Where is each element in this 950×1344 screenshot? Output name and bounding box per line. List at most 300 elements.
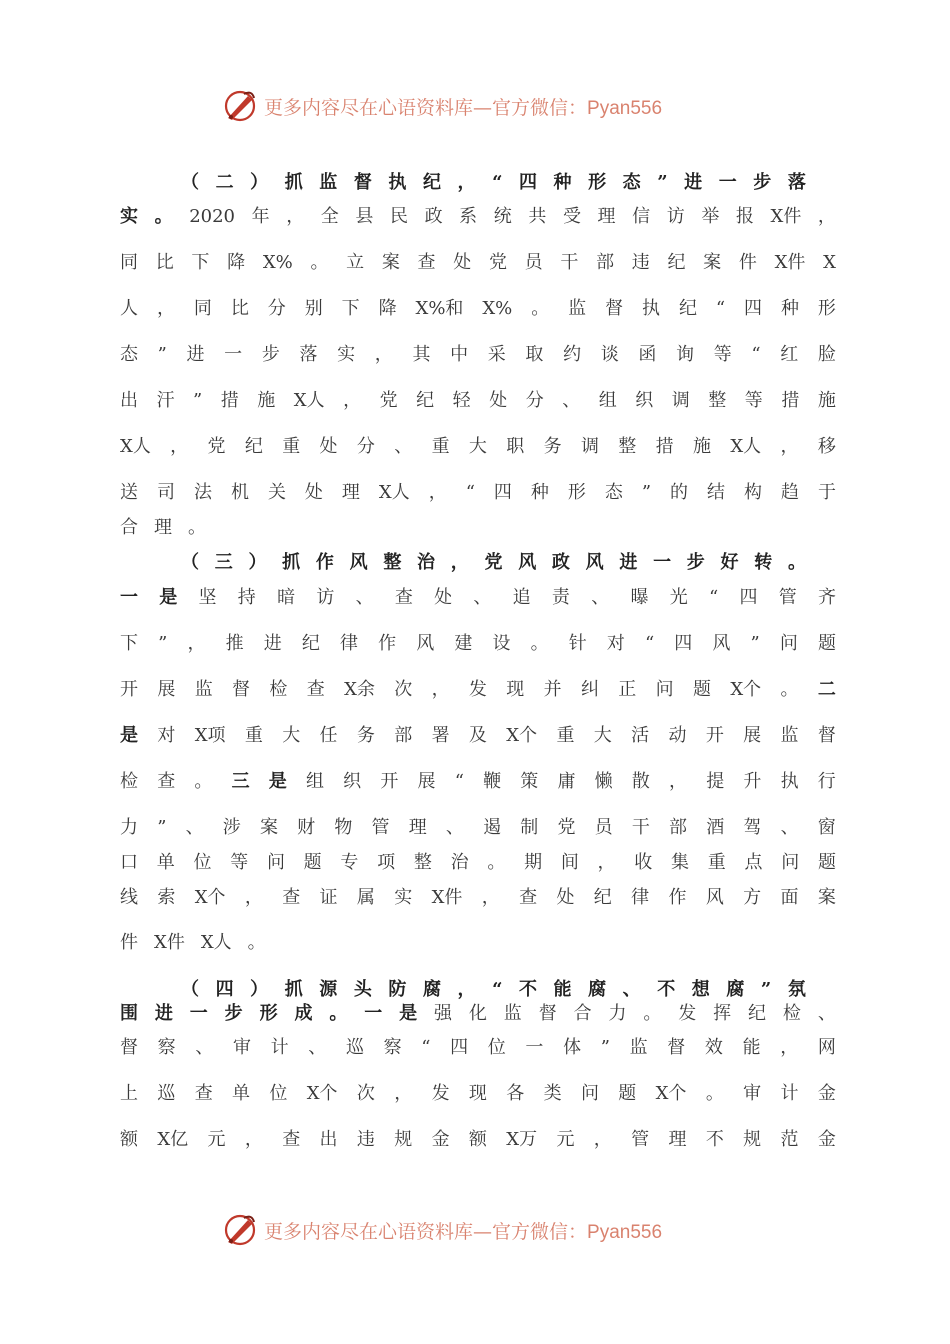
text-glyph: 开	[380, 771, 399, 792]
text-glyph: X%	[262, 252, 293, 273]
text-glyph: 是	[399, 1003, 418, 1024]
text-line	[120, 930, 282, 956]
text-glyph: 态	[622, 172, 641, 193]
text-line	[120, 850, 836, 876]
text-glyph: 违	[631, 252, 650, 273]
text-glyph: 报	[735, 206, 754, 227]
text-glyph: X件	[774, 252, 806, 273]
text-glyph: 等	[744, 390, 763, 411]
text-glyph: 检	[120, 771, 138, 792]
text-glyph: 织	[635, 390, 654, 411]
text-glyph: 查	[194, 1083, 213, 1104]
text-glyph: 党	[207, 436, 226, 457]
text-glyph: 件	[120, 932, 138, 953]
text-glyph: 整	[618, 436, 637, 457]
text-glyph: 执	[388, 172, 407, 193]
text-glyph: 酒	[706, 817, 725, 838]
text-glyph: 次	[356, 1083, 375, 1104]
text-glyph: 纪	[301, 633, 320, 654]
text-glyph: 职	[506, 436, 525, 457]
banner-text: 更多内容尽在心语资料库—官方微信：Pyan556	[264, 1220, 663, 1243]
text-glyph: 审	[232, 1037, 251, 1058]
text-glyph: 施	[692, 436, 711, 457]
text-glyph: 四	[518, 172, 537, 193]
text-glyph: 纪	[422, 172, 441, 193]
text-glyph: （	[181, 979, 199, 1000]
text-glyph: 强	[434, 1003, 453, 1024]
text-glyph: 机	[230, 482, 249, 503]
text-glyph: 查	[157, 771, 176, 792]
text-glyph: 取	[525, 344, 544, 365]
text-glyph: 物	[334, 817, 353, 838]
text-glyph: 查	[282, 1129, 301, 1150]
text-line	[120, 480, 836, 506]
pen-logo-icon	[222, 88, 258, 124]
text-glyph: 红	[780, 344, 799, 365]
text-glyph: 范	[780, 1129, 799, 1150]
text-glyph: 腐	[726, 979, 745, 1000]
text-glyph: 额	[468, 1129, 487, 1150]
text-glyph: 趋	[780, 482, 799, 503]
text-glyph: 同	[120, 252, 138, 273]
text-glyph: 移	[817, 436, 836, 457]
text-glyph: 方	[743, 887, 762, 908]
pen-logo-icon	[222, 1212, 258, 1248]
text-glyph: “	[751, 344, 761, 365]
text-glyph: 党	[379, 390, 398, 411]
text-glyph: 比	[230, 298, 249, 319]
text-glyph: 察	[383, 1037, 402, 1058]
text-glyph: 一	[224, 344, 243, 365]
text-glyph: 约	[563, 344, 582, 365]
text-glyph: 抓	[284, 979, 303, 1000]
text-line	[120, 677, 836, 703]
text-glyph: 一	[653, 552, 672, 573]
text-glyph: 持	[237, 587, 256, 608]
text-glyph: 实	[394, 887, 413, 908]
text-line	[120, 250, 836, 276]
text-glyph: 别	[304, 298, 323, 319]
text-glyph: 律	[631, 887, 650, 908]
text-glyph: 进	[186, 344, 205, 365]
text-glyph: 纪	[678, 298, 697, 319]
text-glyph: 统	[493, 206, 512, 227]
text-glyph: “	[644, 633, 655, 654]
text-glyph: X%和	[415, 298, 464, 319]
text-glyph: 腐	[422, 979, 441, 1000]
text-glyph: 责	[551, 587, 570, 608]
text-glyph: 金	[817, 1083, 836, 1104]
text-glyph: 动	[668, 725, 687, 746]
text-glyph: 是	[120, 725, 138, 746]
text-glyph: ，	[457, 979, 476, 1000]
text-glyph: 政	[551, 552, 570, 573]
text-glyph: X人	[120, 436, 151, 457]
text-glyph: 大	[468, 436, 487, 457]
text-glyph: 开	[705, 725, 724, 746]
text-line	[120, 1081, 836, 1107]
text-glyph: 展	[157, 679, 176, 700]
text-glyph: 全	[320, 206, 339, 227]
text-glyph: 对	[606, 633, 625, 654]
text-glyph: ，	[669, 771, 688, 792]
text-glyph: 整	[413, 852, 432, 873]
text-glyph: 、	[780, 817, 799, 838]
wechat-id: Pyan556	[587, 97, 663, 119]
text-glyph: 访	[666, 206, 685, 227]
text-glyph: 计	[780, 1083, 799, 1104]
text-glyph: X亿	[157, 1129, 189, 1150]
text-glyph: 位	[269, 1083, 288, 1104]
text-glyph: 监	[503, 1003, 522, 1024]
text-glyph: 现	[468, 1083, 487, 1104]
text-glyph: 暗	[277, 587, 296, 608]
text-glyph: 重	[707, 852, 726, 873]
text-glyph: 好	[720, 552, 739, 573]
text-glyph: 轻	[452, 390, 471, 411]
text-glyph: 规	[394, 1129, 413, 1150]
text-glyph: 措	[655, 436, 674, 457]
text-glyph: 类	[543, 1083, 562, 1104]
text-glyph: 任	[319, 725, 338, 746]
text-glyph: 下	[120, 633, 138, 654]
text-glyph: 施	[817, 390, 836, 411]
text-glyph: 。	[787, 552, 806, 573]
text-glyph: 网	[817, 1037, 836, 1058]
text-glyph: 进	[684, 172, 703, 193]
text-glyph: ，	[817, 206, 836, 227]
text-glyph: 四	[744, 298, 763, 319]
text-glyph: 落	[787, 172, 806, 193]
text-glyph: 现	[506, 679, 525, 700]
text-glyph: “	[708, 587, 719, 608]
text-line	[181, 170, 806, 196]
text-glyph: 署	[431, 725, 450, 746]
text-glyph: 治	[417, 552, 436, 573]
text-glyph: ”	[641, 482, 652, 503]
text-glyph: 开	[120, 679, 138, 700]
text-glyph: 一	[525, 1037, 544, 1058]
text-glyph: X人	[378, 482, 410, 503]
text-glyph: 法	[193, 482, 212, 503]
text-glyph: 并	[543, 679, 562, 700]
text-glyph: ，	[593, 1129, 612, 1150]
text-line	[120, 1001, 836, 1027]
text-glyph: X件	[431, 887, 463, 908]
text-glyph: 察	[157, 1037, 176, 1058]
text-glyph: 政	[424, 206, 443, 227]
text-glyph: 懒	[594, 771, 613, 792]
text-glyph: 党	[484, 552, 503, 573]
text-glyph: 执	[642, 298, 661, 319]
text-glyph: 种	[780, 298, 799, 319]
text-glyph: X人	[730, 436, 762, 457]
text-glyph: ”	[657, 172, 668, 193]
text-glyph: 其	[412, 344, 431, 365]
text-glyph: 调	[671, 390, 690, 411]
text-glyph: 能	[742, 1037, 761, 1058]
text-glyph: 行	[817, 771, 836, 792]
text-line	[120, 1127, 836, 1153]
text-glyph: 位	[487, 1037, 506, 1058]
text-glyph: 纪	[748, 1003, 767, 1024]
text-glyph: 实	[120, 206, 138, 227]
text-glyph: 提	[706, 771, 725, 792]
text-glyph: 期	[524, 852, 543, 873]
text-glyph: 案	[381, 252, 400, 273]
text-glyph: 、	[185, 817, 204, 838]
text-glyph: 督	[817, 725, 836, 746]
text-glyph: X余	[344, 679, 375, 700]
text-glyph: 处	[434, 587, 453, 608]
text-glyph: 司	[156, 482, 175, 503]
text-glyph: 理	[341, 482, 360, 503]
text-glyph: 财	[297, 817, 316, 838]
banner-text: 更多内容尽在心语资料库—官方微信：Pyan556	[264, 96, 663, 119]
text-glyph: 涉	[222, 817, 241, 838]
text-glyph: 三	[231, 771, 250, 792]
text-glyph: 。	[154, 206, 173, 227]
text-glyph: ，	[170, 436, 189, 457]
text-glyph: ，	[481, 887, 500, 908]
text-glyph: ）	[248, 552, 267, 573]
text-glyph: 督	[538, 1003, 557, 1024]
text-line	[120, 342, 836, 368]
text-glyph: 风	[712, 633, 731, 654]
text-glyph: 策	[520, 771, 539, 792]
text-line	[120, 769, 836, 795]
text-glyph: 建	[454, 633, 473, 654]
text-glyph: 员	[594, 817, 613, 838]
text-glyph: 执	[780, 771, 799, 792]
text-glyph: 查	[417, 252, 436, 273]
text-glyph: X万	[506, 1129, 538, 1150]
text-glyph: ”	[158, 633, 168, 654]
text-glyph: 不	[705, 1129, 724, 1150]
text-glyph: 光	[669, 587, 688, 608]
text-glyph: 形	[567, 482, 586, 503]
text-glyph: 组	[598, 390, 617, 411]
text-glyph: 题	[618, 1083, 637, 1104]
text-glyph: 件	[738, 252, 757, 273]
text-glyph: 各	[506, 1083, 525, 1104]
text-glyph: ，	[244, 887, 263, 908]
text-glyph: 共	[528, 206, 547, 227]
text-glyph: 四	[674, 633, 693, 654]
text-glyph: 题	[303, 852, 322, 873]
text-glyph: 抓	[284, 172, 303, 193]
text-glyph: 鞭	[483, 771, 502, 792]
text-line	[120, 204, 836, 230]
text-glyph: 坚	[198, 587, 217, 608]
text-glyph: 。	[530, 633, 549, 654]
text-glyph: 化	[468, 1003, 487, 1024]
text-glyph: 施	[257, 390, 276, 411]
text-glyph: 督	[353, 172, 372, 193]
text-glyph: 是	[268, 771, 287, 792]
text-glyph: 处	[319, 436, 338, 457]
text-glyph: 。	[643, 1003, 662, 1024]
text-glyph: 线	[120, 887, 138, 908]
text-glyph: 分	[267, 298, 286, 319]
text-glyph: （	[181, 552, 199, 573]
text-line	[120, 515, 222, 541]
text-glyph: 抓	[282, 552, 301, 573]
text-glyph: 调	[580, 436, 599, 457]
text-line	[120, 434, 836, 460]
text-glyph: 党	[488, 252, 507, 273]
text-glyph: 。	[247, 932, 266, 953]
text-glyph: 制	[520, 817, 539, 838]
text-glyph: 转	[754, 552, 773, 573]
text-glyph: 、	[817, 1003, 836, 1024]
text-glyph: 纠	[580, 679, 599, 700]
text-glyph: 进	[619, 552, 638, 573]
text-glyph: 询	[676, 344, 695, 365]
text-glyph: 检	[782, 1003, 801, 1024]
text-glyph: 违	[356, 1129, 375, 1150]
text-glyph: 追	[512, 587, 531, 608]
text-glyph: 员	[524, 252, 543, 273]
text-glyph: 源	[319, 979, 338, 1000]
text-glyph: ，	[450, 552, 469, 573]
text-glyph: 中	[450, 344, 469, 365]
text-glyph: 、	[622, 979, 641, 1000]
text-glyph: 查	[282, 887, 301, 908]
text-glyph: 、	[394, 436, 413, 457]
text-glyph: 落	[299, 344, 318, 365]
text-glyph: 四	[450, 1037, 469, 1058]
text-glyph: X人	[293, 390, 325, 411]
text-glyph: 口	[120, 852, 138, 873]
text-glyph: 部	[394, 725, 413, 746]
text-glyph: 审	[743, 1083, 762, 1104]
text-glyph: 作	[315, 552, 334, 573]
text-glyph: ）	[250, 979, 269, 1000]
text-glyph: 重	[556, 725, 575, 746]
text-glyph: 大	[282, 725, 301, 746]
text-glyph: 规	[743, 1129, 762, 1150]
text-glyph: 理	[408, 817, 427, 838]
text-glyph: 风	[349, 552, 368, 573]
text-glyph: 力	[120, 817, 138, 838]
text-line	[120, 296, 836, 322]
text-glyph: 监	[780, 725, 799, 746]
text-glyph: 项	[377, 852, 396, 873]
text-line	[120, 388, 836, 414]
text-line	[181, 550, 806, 576]
text-glyph: 督	[667, 1037, 686, 1058]
text-glyph: 大	[593, 725, 612, 746]
text-glyph: ，	[597, 852, 616, 873]
text-glyph: 升	[743, 771, 762, 792]
text-glyph: 一	[120, 587, 138, 608]
text-glyph: 受	[562, 206, 581, 227]
text-glyph: 态	[604, 482, 623, 503]
text-glyph: 二	[215, 172, 234, 193]
text-glyph: 。	[487, 852, 506, 873]
text-glyph: 构	[743, 482, 762, 503]
text-glyph: 索	[157, 887, 176, 908]
text-glyph: 作	[668, 887, 687, 908]
text-glyph: 监	[629, 1037, 648, 1058]
text-glyph: 。	[531, 298, 550, 319]
text-glyph: 不	[657, 979, 676, 1000]
text-glyph: 进	[263, 633, 282, 654]
text-glyph: 、	[355, 587, 374, 608]
text-glyph: （	[181, 172, 199, 193]
text-glyph: 查	[519, 887, 538, 908]
text-glyph: 问	[266, 852, 285, 873]
text-glyph: 处	[489, 390, 508, 411]
text-glyph: 信	[632, 206, 651, 227]
text-glyph: 降	[227, 252, 246, 273]
text-glyph: 、	[473, 587, 492, 608]
text-glyph: 、	[562, 390, 581, 411]
text-glyph: 务	[543, 436, 562, 457]
text-glyph: 属	[356, 887, 375, 908]
text-glyph: 案	[703, 252, 722, 273]
text-glyph: 重	[244, 725, 263, 746]
text-glyph: 案	[817, 887, 836, 908]
text-glyph: 步	[261, 344, 280, 365]
text-glyph: 处	[556, 887, 575, 908]
text-glyph: 头	[353, 979, 372, 1000]
text-glyph: ，	[428, 482, 447, 503]
text-glyph: 步	[224, 1003, 243, 1024]
text-glyph: 证	[319, 887, 338, 908]
text-glyph: 纪	[244, 436, 263, 457]
text-glyph: ，	[187, 633, 206, 654]
text-glyph: 、	[195, 1037, 214, 1058]
text-glyph: 。	[188, 517, 206, 538]
text-glyph: X%	[482, 298, 513, 319]
text-glyph: 措	[220, 390, 239, 411]
text-glyph: 县	[355, 206, 374, 227]
text-glyph: 氛	[787, 979, 806, 1000]
text-glyph: 合	[573, 1003, 592, 1024]
text-glyph: 、	[591, 587, 610, 608]
text-glyph: 风	[585, 552, 604, 573]
text-glyph: 态	[120, 344, 138, 365]
text-glyph: “	[454, 771, 464, 792]
text-glyph: 题	[817, 852, 836, 873]
text-glyph: 步	[753, 172, 772, 193]
text-glyph: 设	[492, 633, 511, 654]
text-glyph: 活	[631, 725, 650, 746]
text-glyph: 窗	[817, 817, 836, 838]
text-glyph: ，	[244, 1129, 263, 1150]
text-glyph: ，	[156, 298, 175, 319]
text-glyph: 元	[207, 1129, 226, 1150]
text-glyph: 问	[655, 679, 674, 700]
text-glyph: 上	[120, 1083, 138, 1104]
text-glyph: 织	[343, 771, 362, 792]
text-glyph: 不	[518, 979, 537, 1000]
text-line	[120, 1035, 836, 1061]
text-glyph: 展	[743, 725, 762, 746]
text-glyph: 检	[269, 679, 288, 700]
text-glyph: 出	[319, 1129, 338, 1150]
text-glyph: 单	[156, 852, 175, 873]
text-glyph: 理	[154, 517, 172, 538]
text-glyph: 四	[739, 587, 758, 608]
text-glyph: 腐	[588, 979, 607, 1000]
text-glyph: ，	[780, 1037, 799, 1058]
text-glyph: 发	[468, 679, 487, 700]
text-glyph: 进	[154, 1003, 173, 1024]
text-glyph: 题	[692, 679, 711, 700]
